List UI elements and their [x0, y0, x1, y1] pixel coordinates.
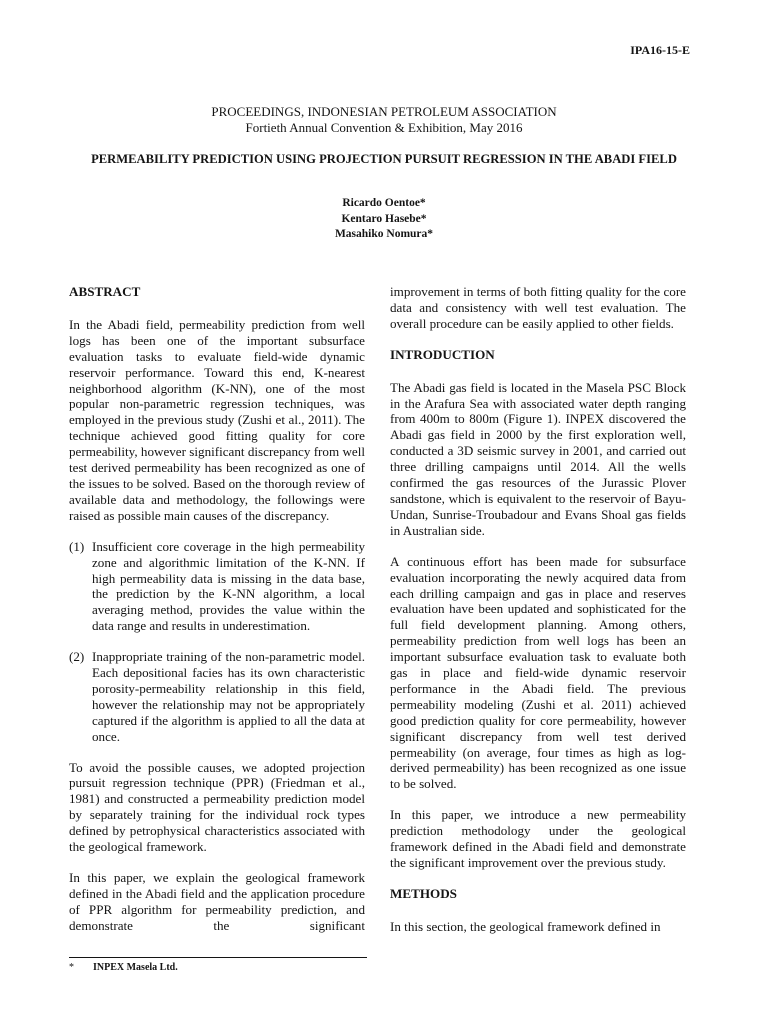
list-item-number: (1): [69, 538, 85, 554]
introduction-paragraph: In this paper, we introduce a new permeability prediction methodology under the geological framework defined in the Abadi field and demonstrate the significant improvement over the previous study.: [390, 807, 686, 870]
paper-title: PERMEABILITY PREDICTION USING PROJECTION PURSUIT REGRESSION IN THE ABADI FIELD: [91, 152, 677, 166]
author-name: Ricardo Oentoe*: [342, 197, 426, 209]
list-item-text: Inappropriate training of the non-parametric model. Each depositional facies has its own characteristic porosity-permeability relationship in this field, however the relationship may not be appropriately captured if the algorithm is applied to all the data at once.: [92, 649, 365, 744]
list-item: [69, 649, 365, 744]
abstract-heading: ABSTRACT: [69, 284, 141, 299]
methods-paragraph: In this section, the geological framework defined in: [390, 918, 661, 934]
proceedings-line-2: Fortieth Annual Convention & Exhibition, May 2016: [245, 120, 523, 135]
list-item-number: (2): [69, 649, 85, 665]
author-name: Kentaro Hasebe*: [341, 212, 427, 225]
abstract-paragraph: To avoid the possible causes, we adopted projection pursuit regression technique (PPR) (Friedman et al., 1981) and constructed a permeability prediction model by separately training for the individual rock types defined by petrophysical characteristics associated with the geological framework.: [69, 759, 365, 855]
right-column: [390, 284, 686, 950]
methods-heading: METHODS: [390, 885, 457, 901]
author-name: Masahiko Nomura*: [334, 228, 434, 240]
list-item: [69, 539, 365, 634]
author-list: [180, 196, 588, 243]
footnote-divider: [69, 957, 367, 958]
abstract-paragraph: In this paper, we explain the geological framework defined in the Abadi field and the application procedure of PPR algorithm for permeability prediction, and demonstrate the significant: [69, 870, 365, 933]
footnote-text: INPEX Masela Ltd.: [93, 962, 178, 973]
introduction-paragraph: A continuous effort has been made for subsurface evaluation incorporating the newly acquired data from each drilling campaign and gas in place and reserves evaluation have been updated and sophisticated for the full field development planning. Among others, permeability prediction from well logs has been an important subsurface evaluation task to evaluate both gas in place and field-wide dynamic reservoir performance in the Abadi field. The previous permeability modeling (Zushi et al. 2011) achieved good prediction quality for core permeability, however significant discrepancy from well test derived permeability (on average, four times as high as log-derived permeability) has been recognized as one issue to be solved.: [390, 553, 686, 792]
introduction-paragraph: The Abadi gas field is located in the Masela PSC Block in the Arafura Sea with associated water depth ranging from 400m to 800m (Figure 1). INPEX discovered the Abadi gas field in 2000 by the first exploration well, conducted a 3D seismic survey in 2001, and carried out three drilling campaigns until 2014. All the wells confirmed the gas resources of the Jurassic Plover sandstone, which is equivalent to the reservoir of Bayu-Undan, Sunrise-Troubadour and Evans Shoal gas fields in Australian side.: [390, 379, 686, 538]
paper-id: IPA16-15-E: [630, 43, 690, 57]
proceedings-line-1: PROCEEDINGS, INDONESIAN PETROLEUM ASSOCIATION: [211, 104, 557, 119]
abstract-paragraph: In the Abadi field, permeability prediction from well logs has been one of the important subsurface evaluation tasks to evaluate field-wide dynamic reservoir performance. Toward this end, K-nearest neighborhood algorithm (K-NN), one of the most popular non-parametric regression techniques, was employed in the previous study (Zushi et al., 2011). The technique achieved good fitting quality for core permeability, however significant discrepancy from well test derived permeability has been recognized as one of the issues to be solved. Based on the thorough review of available data and methodology, the followings were raised as possible main causes of the discrepancy.: [69, 316, 365, 523]
list-item-text: Insufficient core coverage in the high permeability zone and algorithmic limitation of the K-NN. If high permeability data is missing in the data base, the prediction by the K-NN algorithm, a local averaging method, provides the value within the data range and results in underestimation.: [92, 538, 365, 634]
abstract-paragraph-continued: improvement in terms of both fitting quality for the core data and consistency with well test evaluation. The overall procedure can be easily applied to other fields.: [390, 284, 686, 331]
footnote: [69, 962, 369, 974]
proceedings-header: [90, 104, 678, 136]
left-column: [69, 284, 365, 949]
introduction-heading: INTRODUCTION: [390, 346, 495, 362]
footnote-mark: *: [69, 962, 74, 973]
